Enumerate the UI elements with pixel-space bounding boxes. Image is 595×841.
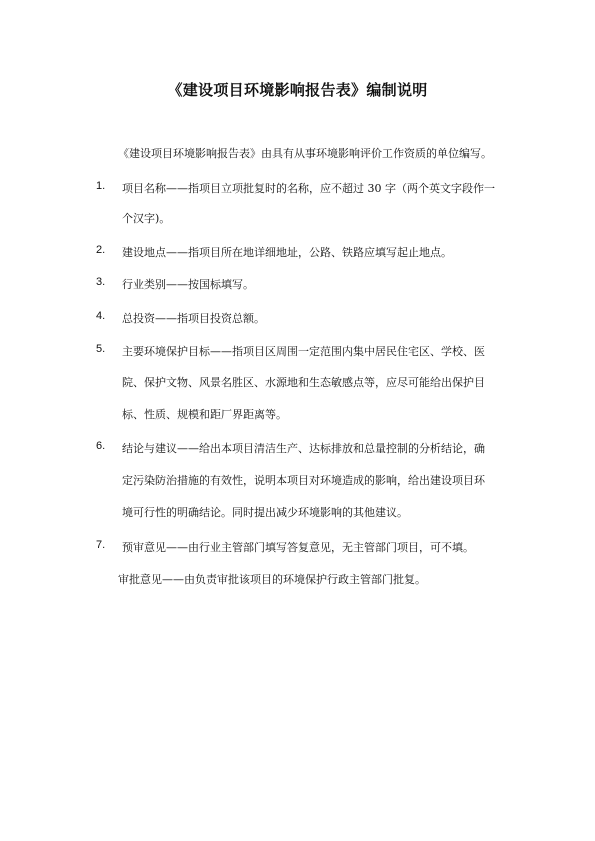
list-item-line: 标、性质、规模和距厂界距离等。 <box>122 408 287 421</box>
list-item-number: 3. <box>96 276 106 288</box>
approval-note: 审批意见——由负责审批该项目的环境保护行政主管部门批复。 <box>118 573 426 586</box>
list-item-line: 主要环境保护目标——指项目区周围一定范围内集中居民住宅区、学校、医 <box>122 345 485 358</box>
list-item-number: 1. <box>96 180 106 192</box>
list-item-number: 4. <box>96 310 106 322</box>
list-item-number: 2. <box>96 244 106 256</box>
document-title: 《建设项目环境影响报告表》编制说明 <box>167 81 428 99</box>
intro-paragraph: 《建设项目环境影响报告表》由具有从事环境影响评价工作资质的单位编写。 <box>118 147 492 160</box>
list-item-line: 境可行性的明确结论。同时提出减少环境影响的其他建议。 <box>122 506 408 519</box>
list-item-line: 预审意见——由行业主管部门填写答复意见，无主管部门项目，可不填。 <box>122 541 474 554</box>
list-item-line: 定污染防治措施的有效性，说明本项目对环境造成的影响，给出建设项目环 <box>122 474 485 487</box>
list-item-line: 个汉字)。 <box>122 212 171 225</box>
list-item-line: 总投资——指项目投资总额。 <box>122 312 265 325</box>
list-item-line: 行业类别——按国标填写。 <box>122 278 254 291</box>
list-item-line: 院、保护文物、风景名胜区、水源地和生态敏感点等，应尽可能给出保护目 <box>122 376 485 389</box>
list-item-line: 建设地点——指项目所在地详细地址，公路、铁路应填写起止地点。 <box>122 246 452 259</box>
list-item-number: 6. <box>96 440 106 452</box>
list-item-line: 项目名称——指项目立项批复时的名称，应不超过 30 字（两个英文字段作一 <box>122 182 495 195</box>
list-item-number: 5. <box>96 343 106 355</box>
list-item-line: 结论与建议——给出本项目清洁生产、达标排放和总量控制的分析结论，确 <box>122 442 485 455</box>
list-item-number: 7. <box>96 539 106 551</box>
